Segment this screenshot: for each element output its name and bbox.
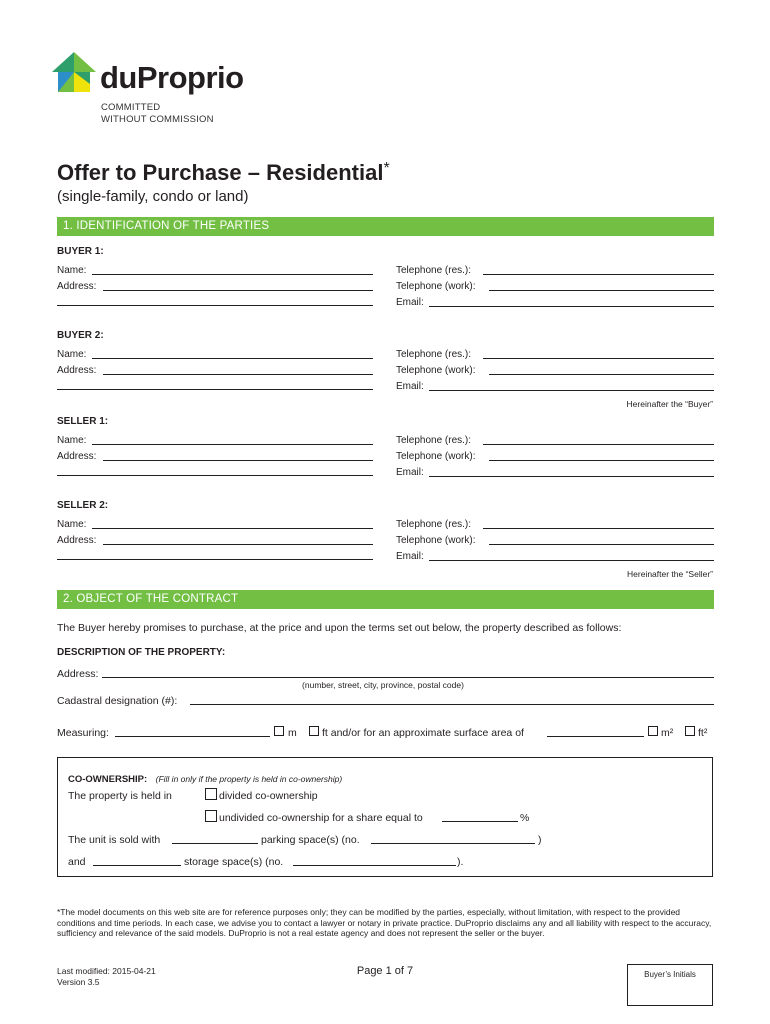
storage-paren-close: ). — [457, 856, 464, 868]
seller1-email-field[interactable] — [429, 476, 714, 477]
seller1-address-label: Address: — [57, 451, 97, 462]
storage-label: storage space(s) (no. — [184, 856, 284, 868]
buyer2-email-label: Email: — [396, 381, 424, 392]
hereinafter-buyer: Hereinafter the “Buyer” — [626, 399, 713, 409]
parking-count-field[interactable] — [172, 843, 258, 844]
unit-m2-label: m² — [661, 727, 674, 739]
section2-intro: The Buyer hereby promises to purchase, at the price and upon the terms set out below, the property described as follows: — [57, 622, 622, 634]
undivided-checkbox[interactable] — [205, 810, 217, 822]
share-percent-field[interactable] — [442, 821, 518, 822]
buyer2-address-field-2[interactable] — [57, 389, 373, 390]
seller2-tel-work-label: Telephone (work): — [396, 535, 476, 546]
buyer1-tel-work-label: Telephone (work): — [396, 281, 476, 292]
divided-checkbox[interactable] — [205, 788, 217, 800]
coownership-heading: CO-OWNERSHIP: — [68, 774, 148, 785]
seller1-tel-res-label: Telephone (res.): — [396, 435, 472, 446]
version: Version 3.5 — [57, 977, 100, 987]
disclaimer-footnote: *The model documents on this web site are for reference purposes only; they can be modified by the parties, especially, without limitation, with respect to the provided conditions and time periods. In each case, we advise you to contact a lawyer or notary in private practice. DuProprio disclaims any and all liability with respect to the accuracy, sufficiency and relevance of the said models. DuProprio is not a real estate agency and does not represent the seller or the buyer. — [57, 907, 712, 938]
unit-m-label: m — [288, 727, 297, 739]
buyer2-email-field[interactable] — [429, 390, 714, 391]
buyer2-address-label: Address: — [57, 365, 97, 376]
section1-heading: 1. IDENTIFICATION OF THE PARTIES — [57, 217, 714, 236]
page-number: Page 1 of 7 — [356, 965, 414, 977]
seller2-tel-res-label: Telephone (res.): — [396, 519, 472, 530]
seller1-heading: SELLER 1: — [57, 416, 109, 427]
seller1-email-label: Email: — [396, 467, 424, 478]
buyer2-address-field[interactable] — [103, 374, 373, 375]
buyer-initials-label: Buyer’s Initials — [644, 970, 696, 979]
seller1-name-label: Name: — [57, 435, 87, 446]
buyer1-tel-res-field[interactable] — [483, 274, 714, 275]
buyer2-heading: BUYER 2: — [57, 330, 104, 341]
unit-ft2-label: ft² — [698, 727, 708, 739]
buyer-initials-box[interactable] — [627, 964, 713, 1006]
buyer1-name-label: Name: — [57, 265, 87, 276]
tagline-line1: COMMITTED — [101, 102, 161, 113]
buyer1-address-label: Address: — [57, 281, 97, 292]
property-address-field[interactable] — [102, 677, 714, 678]
seller2-email-label: Email: — [396, 551, 424, 562]
seller1-address-field-2[interactable] — [57, 475, 373, 476]
approx-surface-label: ft and/or for an approximate surface area of — [322, 727, 524, 739]
property-address-label: Address: — [57, 668, 99, 680]
title-text: Offer to Purchase – Residential — [57, 160, 384, 185]
coownership-hint: (Fill in only if the property is held in co-ownership) — [155, 774, 343, 784]
cadastral-field[interactable] — [190, 704, 714, 705]
seller2-address-field[interactable] — [103, 544, 373, 545]
page-title — [57, 160, 390, 186]
parking-paren-close: ) — [538, 834, 542, 846]
property-address-hint: (number, street, city, province, postal code) — [302, 680, 464, 690]
seller1-name-field[interactable] — [92, 444, 373, 445]
buyer1-tel-res-label: Telephone (res.): — [396, 265, 472, 276]
section2-heading: 2. OBJECT OF THE CONTRACT — [57, 590, 714, 609]
seller2-tel-res-field[interactable] — [483, 528, 714, 529]
seller1-address-field[interactable] — [103, 460, 373, 461]
buyer2-tel-work-field[interactable] — [489, 374, 714, 375]
percent-sign: % — [520, 812, 530, 824]
seller2-name-label: Name: — [57, 519, 87, 530]
cadastral-label: Cadastral designation (#): — [57, 695, 178, 707]
buyer2-name-field[interactable] — [92, 358, 373, 359]
footer-meta — [57, 966, 156, 988]
and-label: and — [68, 856, 86, 868]
seller1-tel-work-label: Telephone (work): — [396, 451, 476, 462]
buyer1-address-field-2[interactable] — [57, 305, 373, 306]
measuring-field[interactable] — [115, 736, 270, 737]
storage-number-field[interactable] — [293, 865, 456, 866]
duproprio-logo-icon — [52, 52, 96, 96]
buyer1-name-field[interactable] — [92, 274, 373, 275]
measuring-label: Measuring: — [57, 727, 109, 739]
storage-count-field[interactable] — [93, 865, 181, 866]
unit-ft-checkbox[interactable] — [309, 726, 319, 736]
held-in-label: The property is held in — [68, 790, 172, 802]
seller1-tel-work-field[interactable] — [489, 460, 714, 461]
divided-label: divided co-ownership — [219, 790, 318, 802]
parking-number-field[interactable] — [371, 843, 535, 844]
buyer2-tel-res-field[interactable] — [483, 358, 714, 359]
brand-name: duProprio — [100, 60, 244, 95]
seller1-tel-res-field[interactable] — [483, 444, 714, 445]
buyer1-email-label: Email: — [396, 297, 424, 308]
page-subtitle: (single-family, condo or land) — [57, 188, 249, 205]
unit-m2-checkbox[interactable] — [648, 726, 658, 736]
surface-area-field[interactable] — [547, 736, 644, 737]
buyer1-tel-work-field[interactable] — [489, 290, 714, 291]
seller2-address-field-2[interactable] — [57, 559, 373, 560]
buyer1-address-field[interactable] — [103, 290, 373, 291]
brand-tagline — [101, 102, 214, 126]
unit-sold-label: The unit is sold with — [68, 834, 161, 846]
undivided-label: undivided co-ownership for a share equal to — [219, 812, 423, 824]
parking-label: parking space(s) (no. — [261, 834, 360, 846]
seller2-heading: SELLER 2: — [57, 500, 109, 511]
seller2-email-field[interactable] — [429, 560, 714, 561]
buyer2-tel-res-label: Telephone (res.): — [396, 349, 472, 360]
property-description-heading: DESCRIPTION OF THE PROPERTY: — [57, 647, 226, 658]
buyer2-tel-work-label: Telephone (work): — [396, 365, 476, 376]
unit-m-checkbox[interactable] — [274, 726, 284, 736]
coownership-heading-row — [68, 769, 342, 787]
buyer1-heading: BUYER 1: — [57, 246, 104, 257]
seller2-address-label: Address: — [57, 535, 97, 546]
buyer1-email-field[interactable] — [429, 306, 714, 307]
last-modified: Last modified: 2015-04-21 — [57, 966, 156, 976]
buyer2-name-label: Name: — [57, 349, 87, 360]
unit-ft2-checkbox[interactable] — [685, 726, 695, 736]
seller2-tel-work-field[interactable] — [489, 544, 714, 545]
title-footnote-mark: * — [383, 160, 390, 177]
hereinafter-seller: Hereinafter the “Seller” — [627, 569, 713, 579]
tagline-line2: WITHOUT COMMISSION — [101, 114, 214, 125]
seller2-name-field[interactable] — [92, 528, 373, 529]
